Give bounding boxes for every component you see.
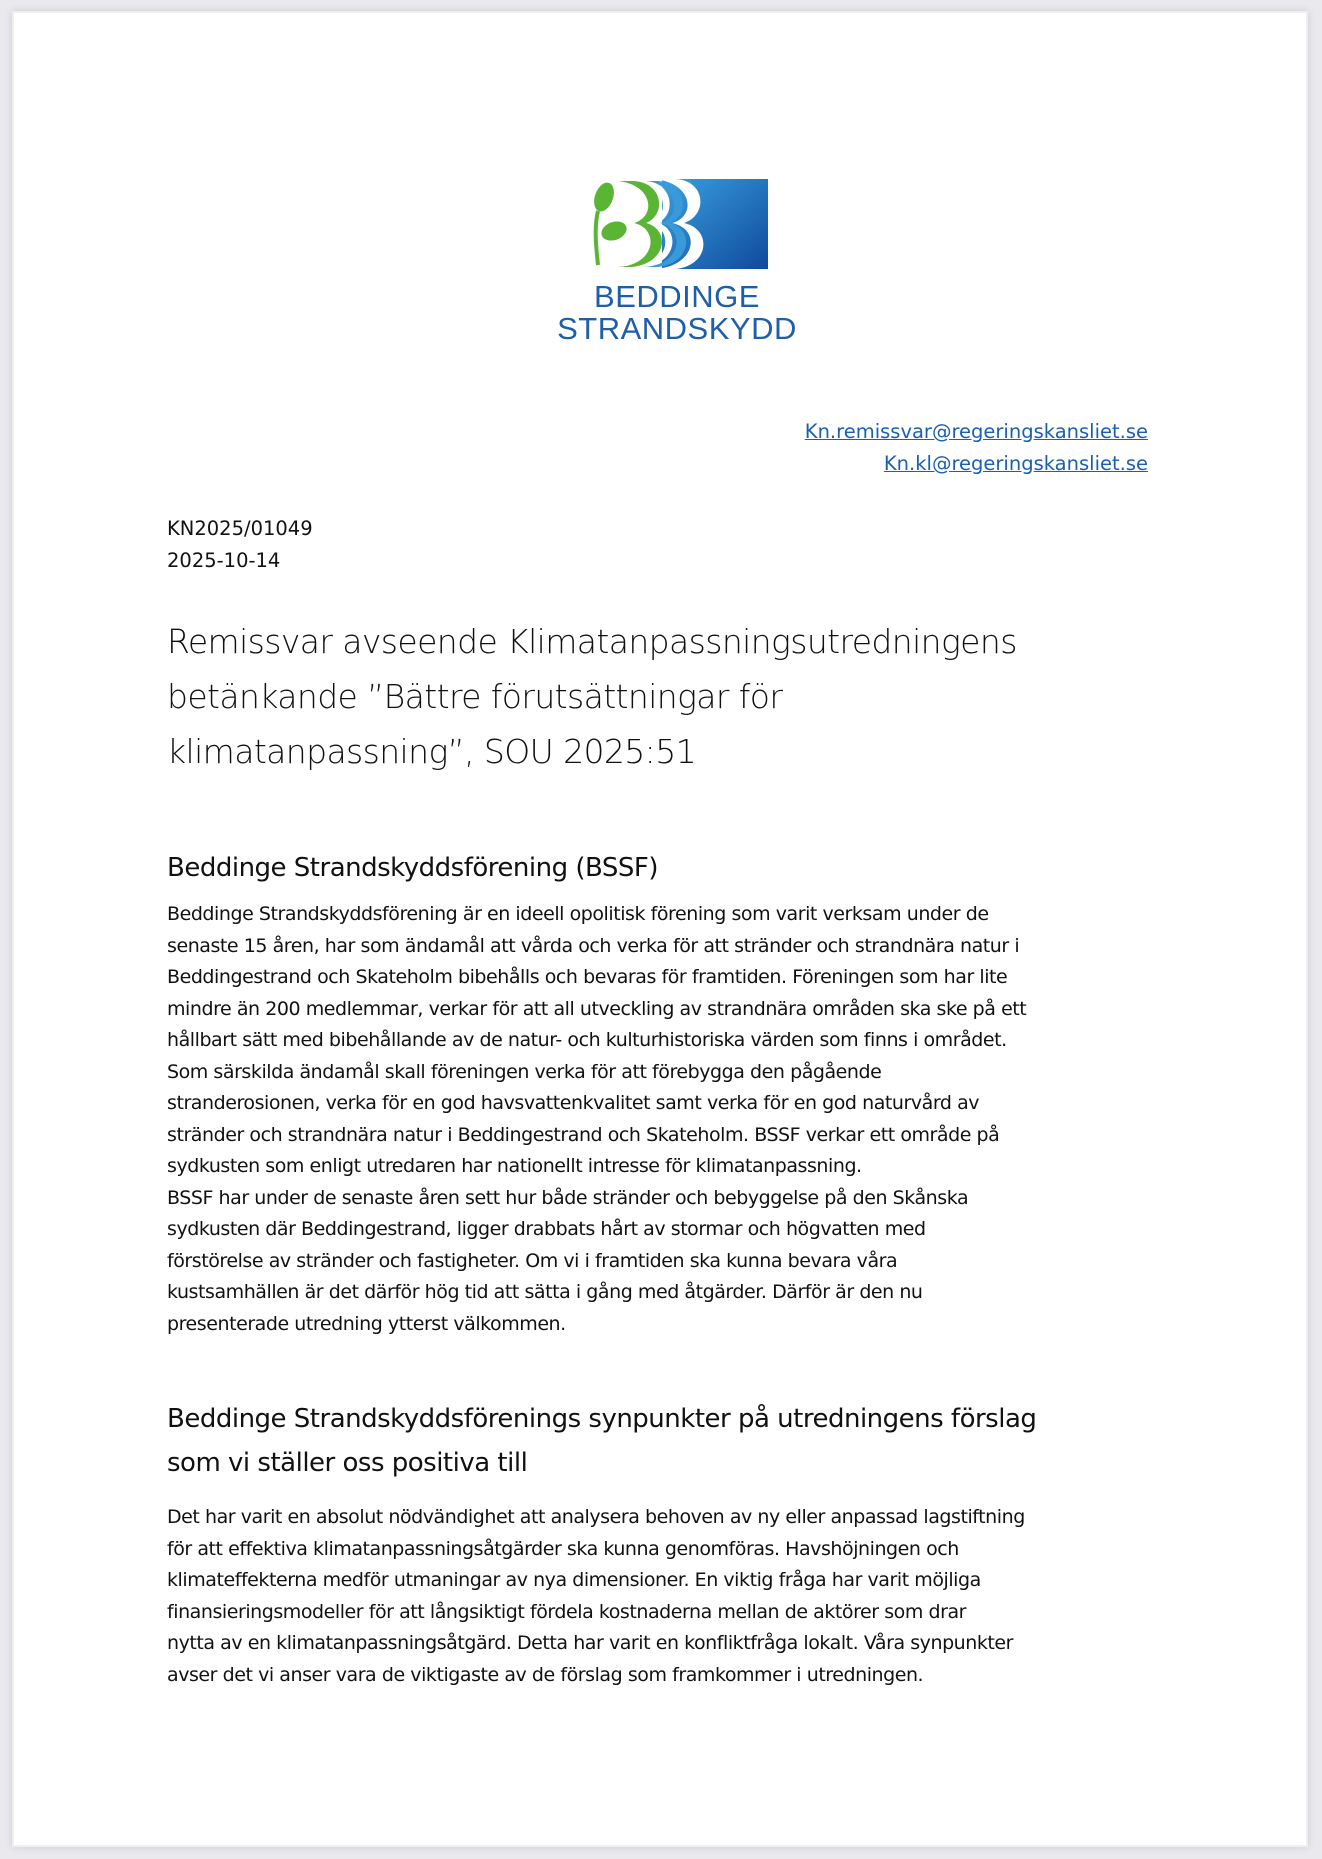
email-link-remissvar[interactable]: Kn.remissvar@regeringskansliet.se — [804, 420, 1148, 443]
logo-line-1: BEDDINGE — [594, 279, 760, 314]
paragraph-line: Beddingestrand och Skateholm bibehålls och bevaras för framtiden. Föreningen som har lite — [167, 966, 1008, 988]
paragraph-line: finansieringsmodeller för att långsiktigt fördela kostnaderna mellan de aktörer som drar — [167, 1600, 967, 1623]
paragraph-line: nytta av en klimatanpassningsåtgärd. Detta har varit en konfliktfråga lokalt. Våra synpunkter — [167, 1632, 1014, 1654]
paragraph-line: sydkusten där Beddingestrand, ligger drabbats hårt av stormar och högvatten med — [167, 1218, 926, 1240]
title-line: Remissvar avseende Klimatanpassningsutredningens — [167, 622, 1017, 661]
section-heading-bssf: Beddinge Strandskyddsförening (BSSF) — [167, 853, 658, 883]
document-page — [12, 11, 1308, 1847]
paragraph-line: sydkusten som enligt utredaren har nationellt intresse för klimatanpassning. — [167, 1155, 862, 1177]
logo-emblem-icon — [584, 177, 768, 269]
reference-number: KN2025/01049 — [167, 517, 313, 540]
beddinge-strandskydd-logo — [552, 177, 802, 357]
document-title — [167, 614, 1167, 779]
paragraph-line: stränder och strandnära natur i Beddingestrand och Skateholm. BSSF verkar ett område på — [167, 1123, 1000, 1146]
recipient-emails — [805, 416, 1148, 480]
paragraph-line: förstörelse av stränder och fastigheter. Om vi i framtiden ska kunna bevara våra — [167, 1249, 898, 1272]
document-date: 2025-10-14 — [167, 549, 281, 572]
logo-line-2: STRANDSKYDD — [557, 311, 797, 346]
email-link-kl[interactable]: Kn.kl@regeringskansliet.se — [883, 452, 1148, 475]
paragraph-line: senaste 15 åren, har som ändamål att vårda och verka för att stränder och strandnära natur i — [167, 934, 1020, 957]
logo-wordmark — [552, 281, 802, 345]
paragraph-line: stranderosionen, verka för en god havsvattenkvalitet samt verka för en god naturvård av — [167, 1092, 980, 1114]
document-meta — [167, 513, 313, 577]
paragraph-line: kustsamhällen är det därför hög tid att sätta i gång med åtgärder. Därför är den nu — [167, 1281, 923, 1303]
paragraph-line: Som särskilda ändamål skall föreningen verka för att förebygga den pågående — [167, 1060, 882, 1083]
title-line: betänkande ”Bättre förutsättningar för — [167, 677, 783, 716]
section-heading-synpunkter — [167, 1397, 1167, 1485]
section-body-synpunkter — [167, 1502, 1167, 1691]
paragraph-line: hållbart sätt med bibehållande av de natur- och kulturhistoriska värden som finns i området. — [167, 1029, 1007, 1051]
paragraph-line: presenterade utredning ytterst välkommen. — [167, 1312, 566, 1335]
heading-line: Beddinge Strandskyddsförenings synpunkter på utredningens förslag — [167, 1404, 1037, 1434]
paragraph-line: mindre än 200 medlemmar, verkar för att all utveckling av strandnära områden ska ske på ett — [167, 997, 1027, 1020]
paragraph-line: för att effektiva klimatanpassningsåtgärder ska kunna genomföras. Havshöjningen och — [167, 1537, 959, 1560]
paragraph-line: avser det vi anser vara de viktigaste av de förslag som framkommer i utredningen. — [167, 1663, 924, 1686]
paragraph-line: BSSF har under de senaste åren sett hur både stränder och bebyggelse på den Skånska — [167, 1186, 969, 1209]
section-body-bssf — [167, 899, 1167, 1340]
paragraph-line: Det har varit en absolut nödvändighet att analysera behoven av ny eller anpassad lagstiftning — [167, 1506, 1025, 1528]
paragraph-line: klimateffekterna medför utmaningar av nya dimensioner. En viktig fråga har varit möjliga — [167, 1569, 981, 1591]
heading-line: som vi ställer oss positiva till — [167, 1448, 528, 1478]
paragraph-line: Beddinge Strandskyddsförening är en ideell opolitisk förening som varit verksam under de — [167, 903, 989, 925]
title-line: klimatanpassning”, SOU 2025:51 — [167, 732, 696, 771]
